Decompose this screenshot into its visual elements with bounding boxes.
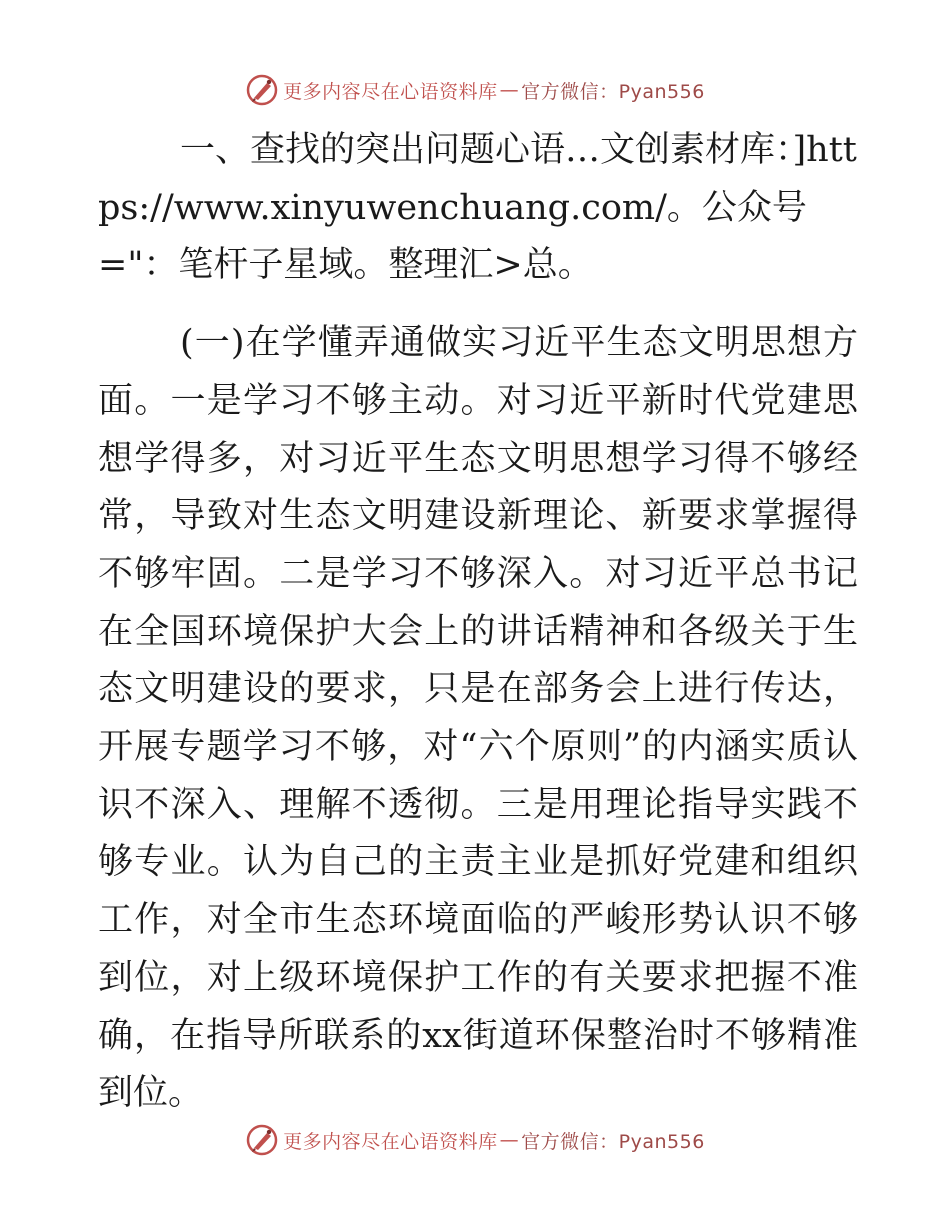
pen-logo-icon — [245, 73, 279, 107]
pen-logo-icon — [245, 1123, 279, 1157]
banner-wechat: 官方微信：Pyan556 — [521, 80, 705, 103]
document-body — [98, 122, 858, 1123]
banner-text: 更多内容尽在心语资料库 — [283, 80, 498, 103]
section-heading: 一、查找的突出问题心语…文创素材库：]https://www.xinyuwenchuang.com/。公众号="：笔杆子星域。整理汇>总。 — [98, 130, 857, 286]
banner-wechat: 官方微信：Pyan556 — [521, 1130, 705, 1153]
body-paragraph: (一)在学懂弄通做实习近平生态文明思想方面。一是学习不够主动。对习近平新时代党建思想学得多，对习近平生态文明思想学习得不够经常，导致对生态文明建设新理论、新要求掌握得不够牢固。二是学习不够深入。对习近平总书记在全国环境保护大会上的讲话精神和各级关于生态文明建设的要求，只是在部务会上进行传达，开展专题学习不够，对“六个原则”的内涵实质认识不深入、理解不透彻。三是用理论指导实践不够专业。认为自己的主责主业是抓好党建和组织工作，对全市生态环境面临的严峻形势认识不够到位，对上级环境保护工作的有关要求把握不准确，在指导所联系的xx街道环保整治时不够精准到位。 — [98, 323, 858, 1114]
banner-separator: — — [499, 1129, 520, 1151]
banner-text: 更多内容尽在心语资料库 — [283, 1130, 498, 1153]
footer-watermark-banner — [0, 1120, 950, 1160]
banner-separator: — — [499, 79, 520, 101]
header-watermark-banner — [0, 70, 950, 110]
